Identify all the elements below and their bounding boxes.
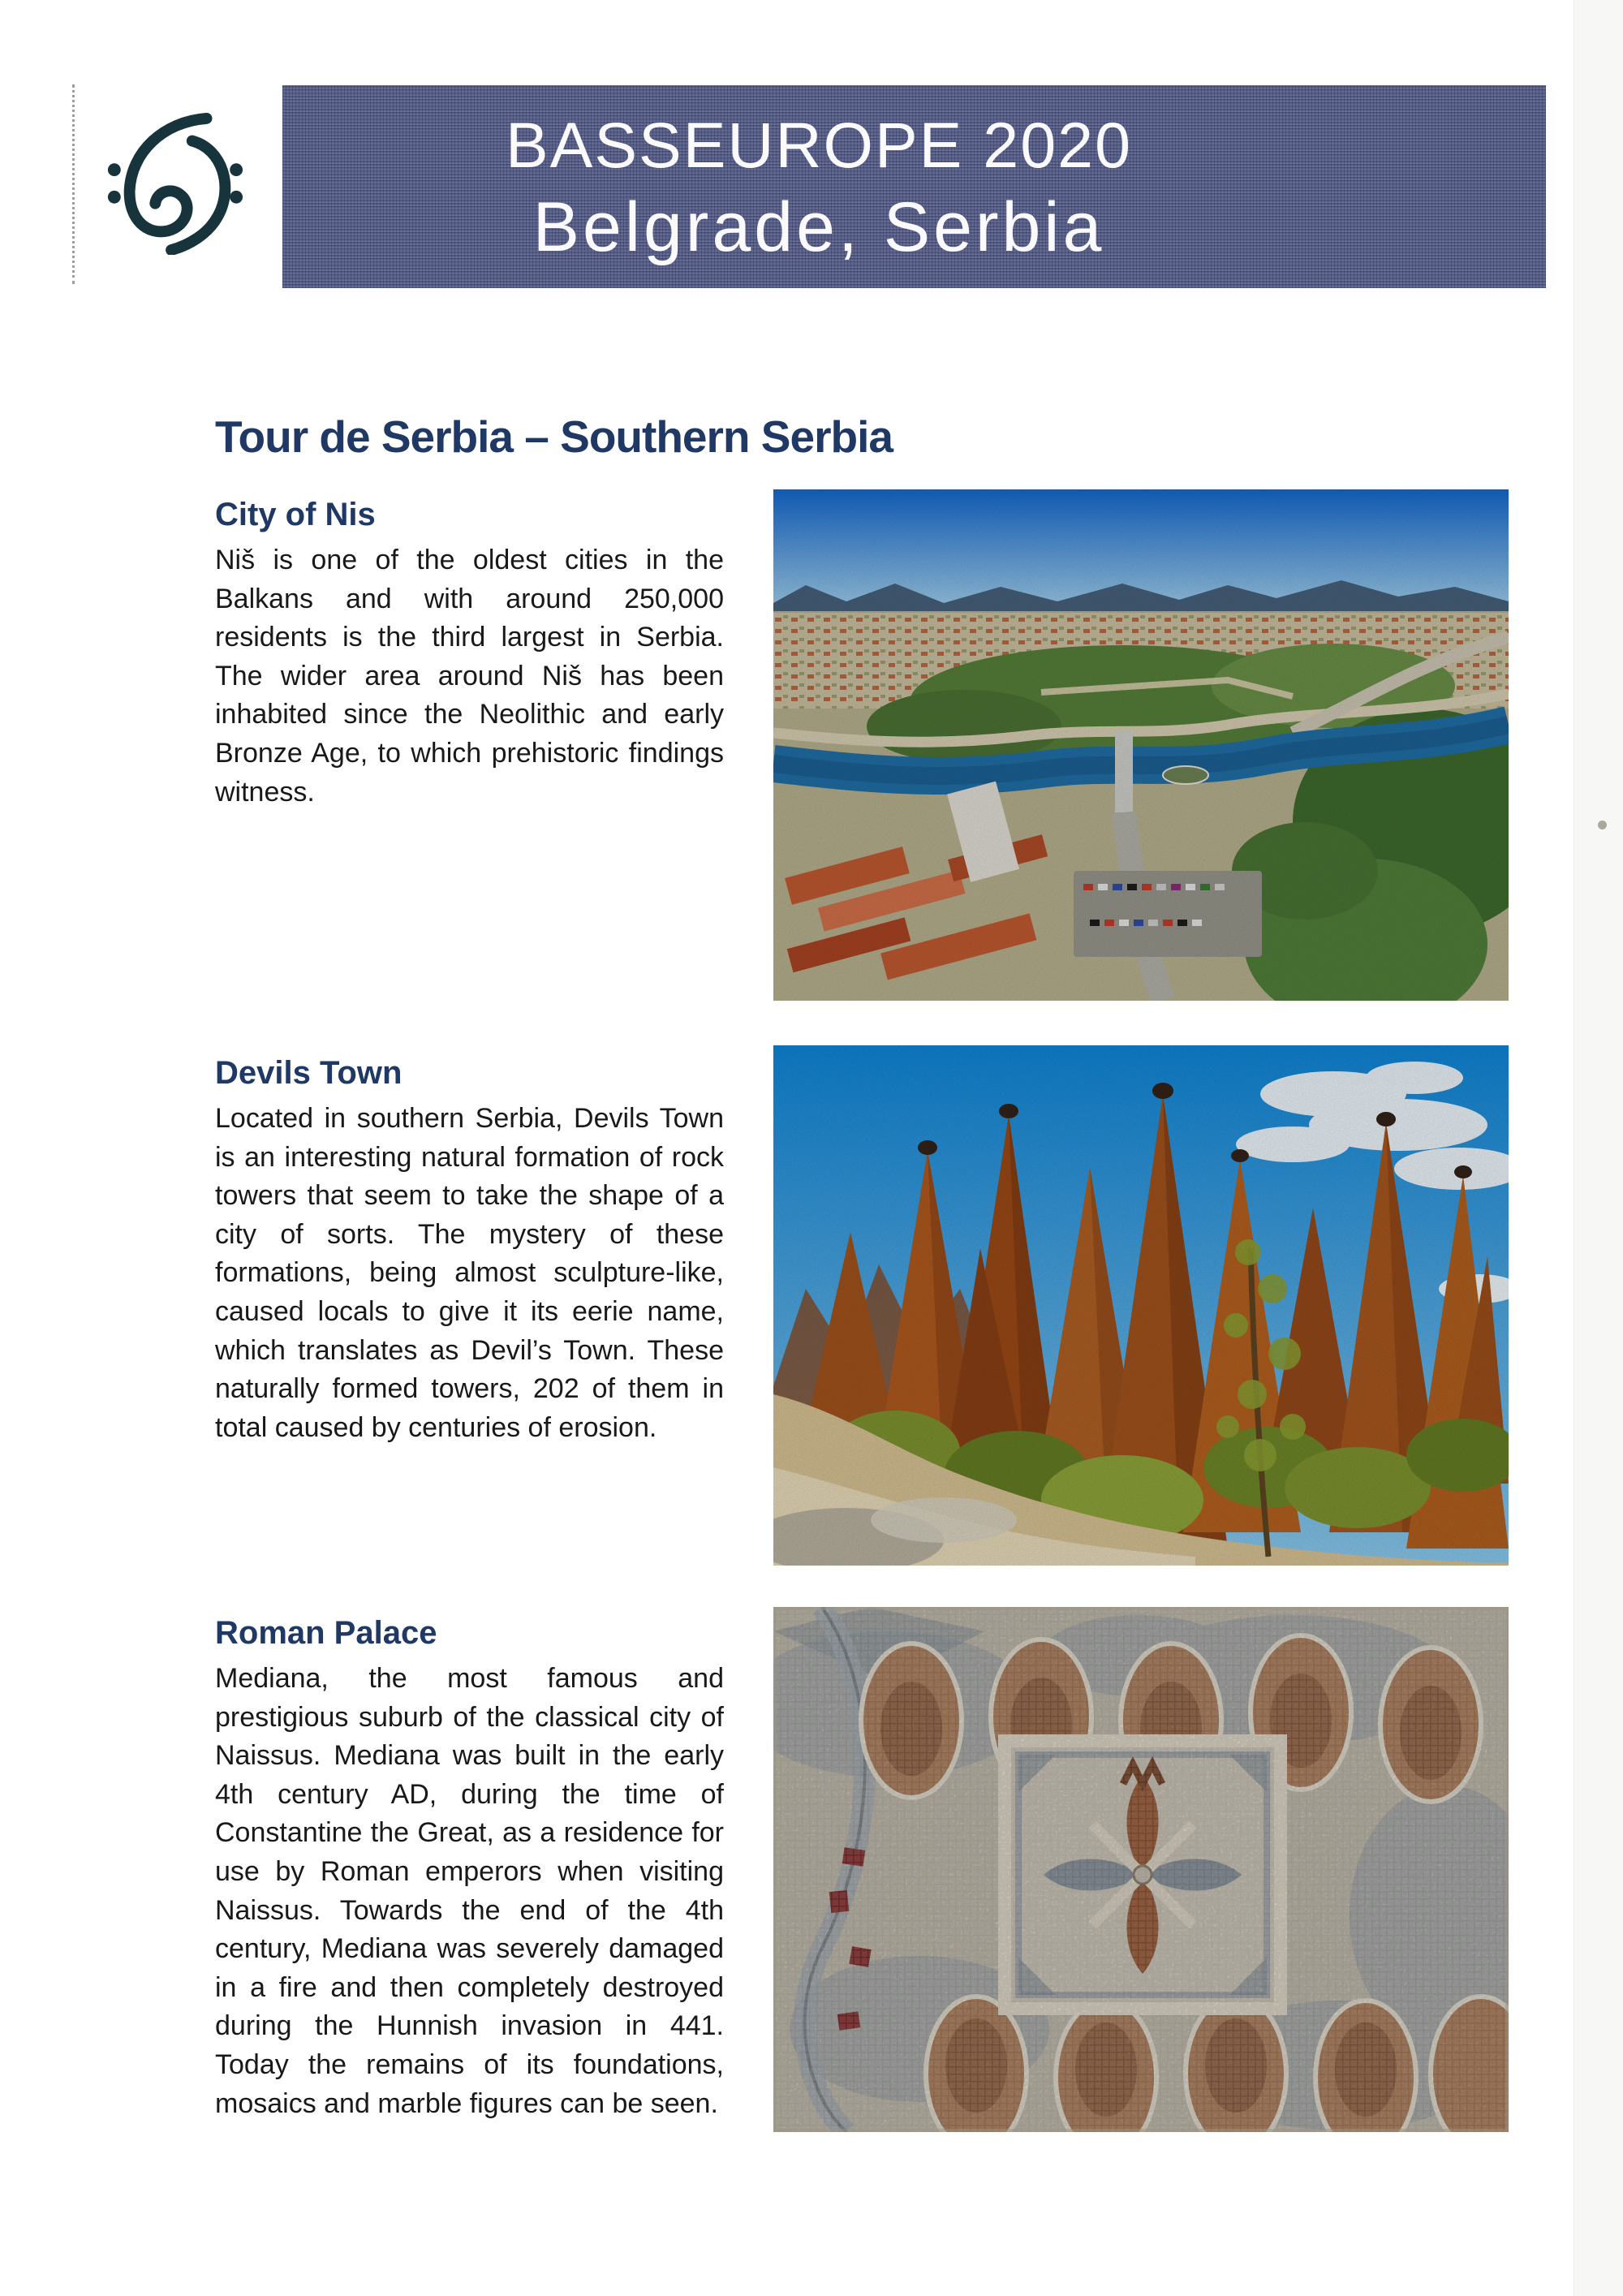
devils-town-photo — [773, 1045, 1509, 1566]
section-body: Located in southern Serbia, Devils Town is an interesting natural formation of rock towers that seem to take the shape of a city of sorts. The mystery of these formations, being almost sculpture-like, caused locals to give it its eerie name, which translates as Devil’s Town. These naturally formed towers, 202 of them in total caused by centuries of erosion. — [215, 1103, 724, 1443]
section-heading: City of Nis — [215, 497, 376, 532]
banner-subtitle: Belgrade, Serbia — [532, 188, 1105, 267]
mediana-mosaic-photo — [773, 1607, 1509, 2132]
section-heading: Roman Palace — [215, 1615, 437, 1651]
page-title: Tour de Serbia – Southern Serbia — [215, 411, 893, 462]
section-heading: Devils Town — [215, 1055, 403, 1091]
page-edge-strip — [1573, 0, 1623, 2296]
section-roman-palace — [215, 1614, 724, 2123]
double-bass-clef-icon — [94, 112, 255, 255]
section-city-of-nis — [215, 496, 724, 812]
scan-artifact-dot — [1598, 821, 1607, 829]
header-banner — [282, 85, 1546, 288]
section-body: Niš is one of the oldest cities in the Balkans and with around 250,000 residents is the third largest in Serbia. The wider area around Niš has been inhabited since the Neolithic and early Bronze Age, to which prehistoric findings witness. — [215, 545, 724, 808]
section-devils-town — [215, 1054, 724, 1447]
banner-title: BASSEUROPE 2020 — [505, 109, 1133, 182]
logo — [94, 112, 255, 255]
nis-aerial-photo — [773, 489, 1509, 1001]
left-margin-rule — [72, 84, 75, 284]
section-body: Mediana, the most famous and prestigious suburb of the classical city of Naissus. Mediana was built in the early 4th century AD, during the time of Constantine the Great, as a residence for use by Roman emperors when visiting Naissus. Towards the end of the 4th century, Mediana was severely damaged in a fire and then completely destroyed during the Hunnish invasion in 441. Today the remains of its foundations, mosaics and marble figures can be seen. — [215, 1663, 724, 2119]
